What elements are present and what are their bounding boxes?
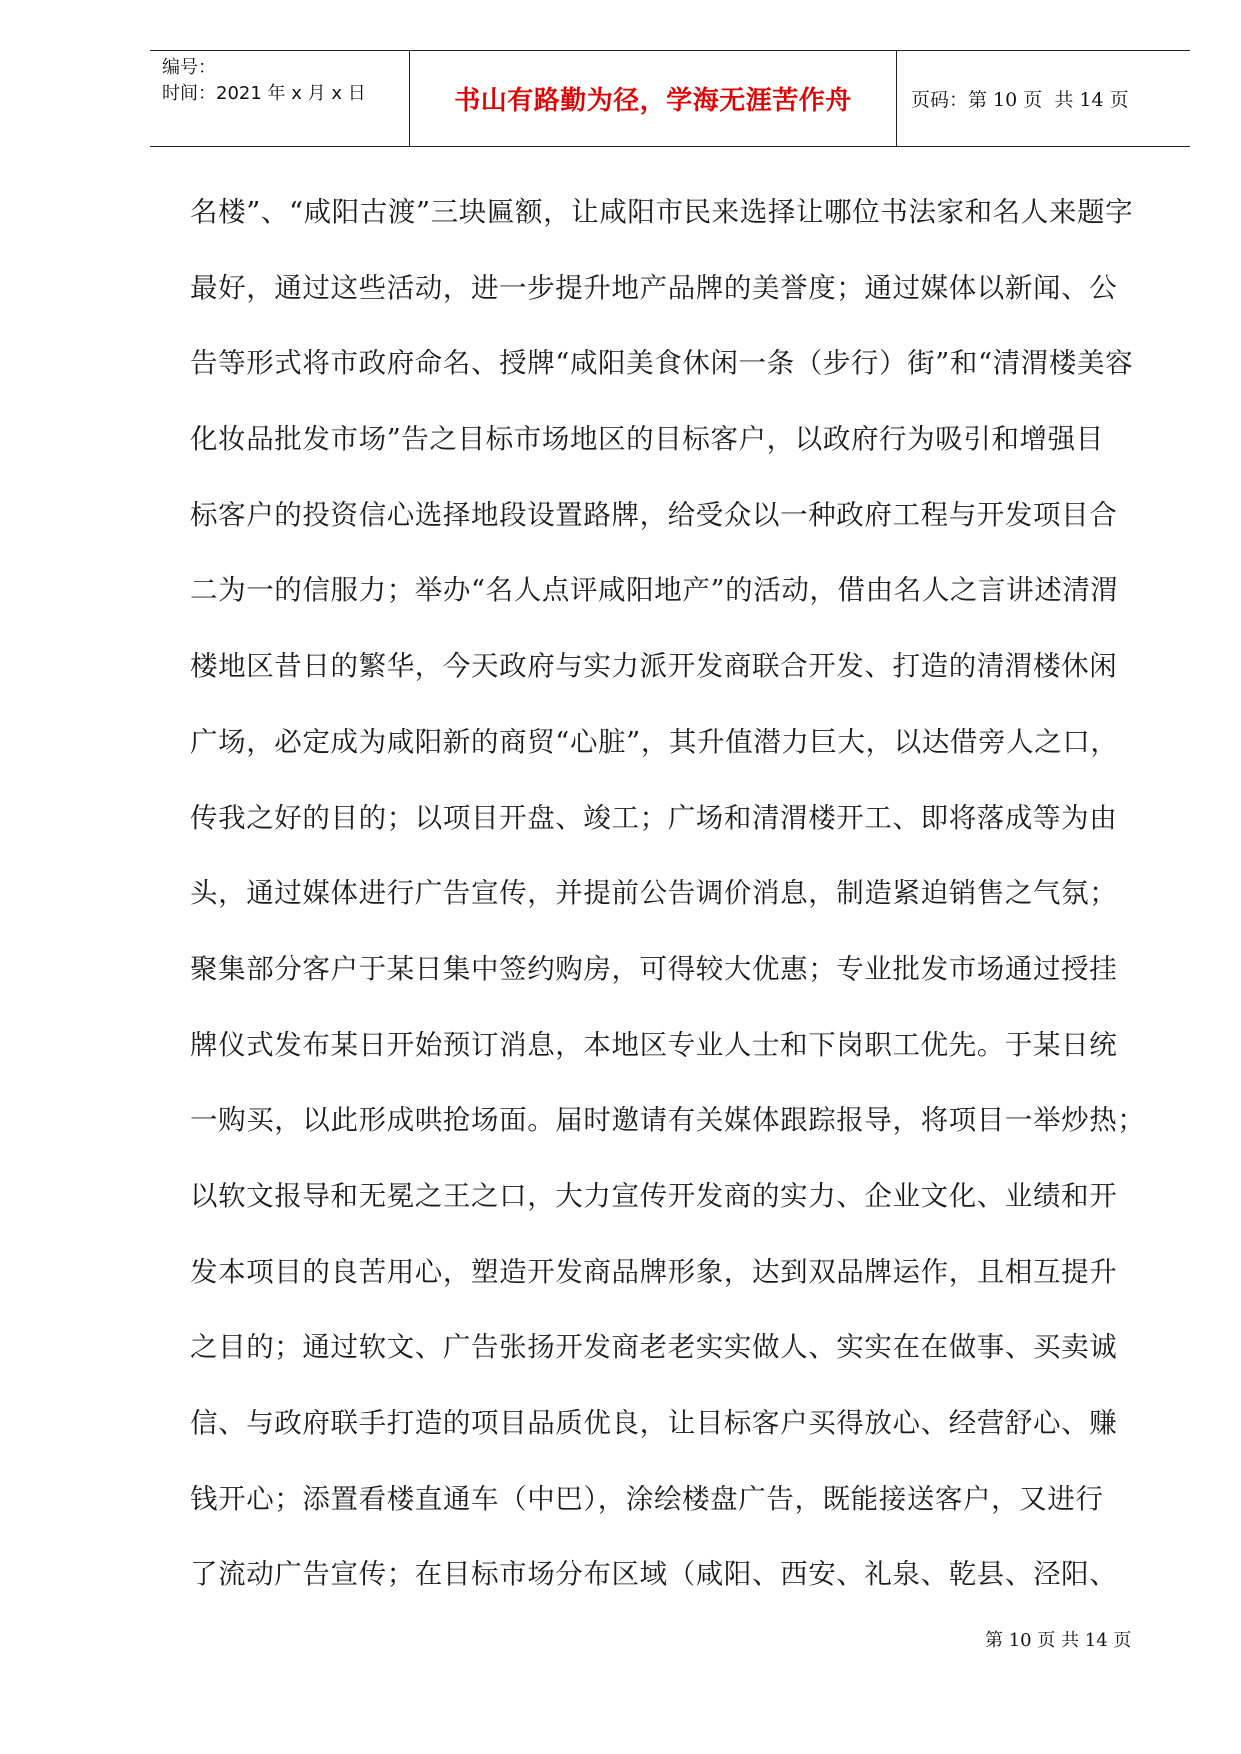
page-footer: 第 10 页 共 14 页 — [985, 1630, 1132, 1651]
text-line: 名楼”、“咸阳古渡”三块匾额，让咸阳市民来选择让哪位书法家和名人来题字 — [190, 196, 1134, 228]
text-line: 头，通过媒体进行广告宣传，并提前公告调价消息，制造紧迫销售之气氛； — [190, 877, 1118, 910]
text-line: 牌仪式发布某日开始预订消息，本地区专业人士和下岗职工优先。于某日统 — [190, 1028, 1118, 1061]
text-line: 钱开心；添置看楼直通车（中巴），涂绘楼盘广告，既能接送客户，又进行 — [190, 1482, 1104, 1515]
doc-code-label: 编号： — [162, 57, 216, 78]
text-line: 告等形式将市政府命名、授牌“咸阳美食休闲一条（步行）街”和“清渭楼美容 — [190, 347, 1134, 380]
header-motto: 书山有路勤为径，学海无涯苦作舟 — [410, 51, 897, 146]
text-line: 了流动广告宣传；在目标市场分布区域（咸阳、西安、礼泉、乾县、泾阳、 — [190, 1558, 1118, 1591]
text-line: 化妆品批发市场”告之目标市场地区的目标客户，以政府行为吸引和增强目 — [190, 423, 1104, 456]
header-page-info: 页码：第 10 页 共 14 页 — [911, 89, 1129, 111]
text-line: 二为一的信服力；举办“名人点评咸阳地产”的活动，借由名人之言讲述清渭 — [190, 574, 1119, 607]
text-line: 楼地区昔日的繁华，今天政府与实力派开发商联合开发、打造的清渭楼休闲 — [190, 650, 1118, 683]
text-line: 发本项目的良苦用心，塑造开发商品牌形象，达到双品牌运作，且相互提升 — [190, 1255, 1118, 1288]
text-line: 信、与政府联手打造的项目品质优良，让目标客户买得放心、经营舒心、赚 — [190, 1407, 1118, 1439]
doc-time-label: 时间：2021 年 x 月 x 日 — [162, 83, 366, 104]
header-meta — [150, 51, 410, 146]
text-line: 以软文报导和无冕之王之口，大力宣传开发商的实力、企业文化、业绩和开 — [190, 1179, 1118, 1212]
text-line: 广场，必定成为咸阳新的商贸“心脏”，其升值潜力巨大，以达借旁人之口， — [190, 725, 1119, 758]
text-line: 之目的；通过软文、广告张扬开发商老老实实做人、实实在在做事、买卖诚 — [190, 1331, 1118, 1364]
page-header — [150, 50, 1190, 147]
text-line: 传我之好的目的；以项目开盘、竣工；广场和清渭楼开工、即将落成等为由 — [190, 801, 1118, 834]
text-line: 一购买，以此形成哄抢场面。届时邀请有关媒体跟踪报导，将项目一举炒热； — [190, 1104, 1146, 1137]
text-line: 聚集部分客户于某日集中签约购房，可得较大优惠；专业批发市场通过授挂 — [190, 952, 1118, 985]
text-line: 最好，通过这些活动，进一步提升地产品牌的美誉度；通过媒体以新闻、公 — [190, 271, 1118, 304]
text-line: 标客户的投资信心选择地段设置路牌，给受众以一种政府工程与开发项目合 — [190, 498, 1118, 531]
body-text — [190, 182, 1175, 1620]
